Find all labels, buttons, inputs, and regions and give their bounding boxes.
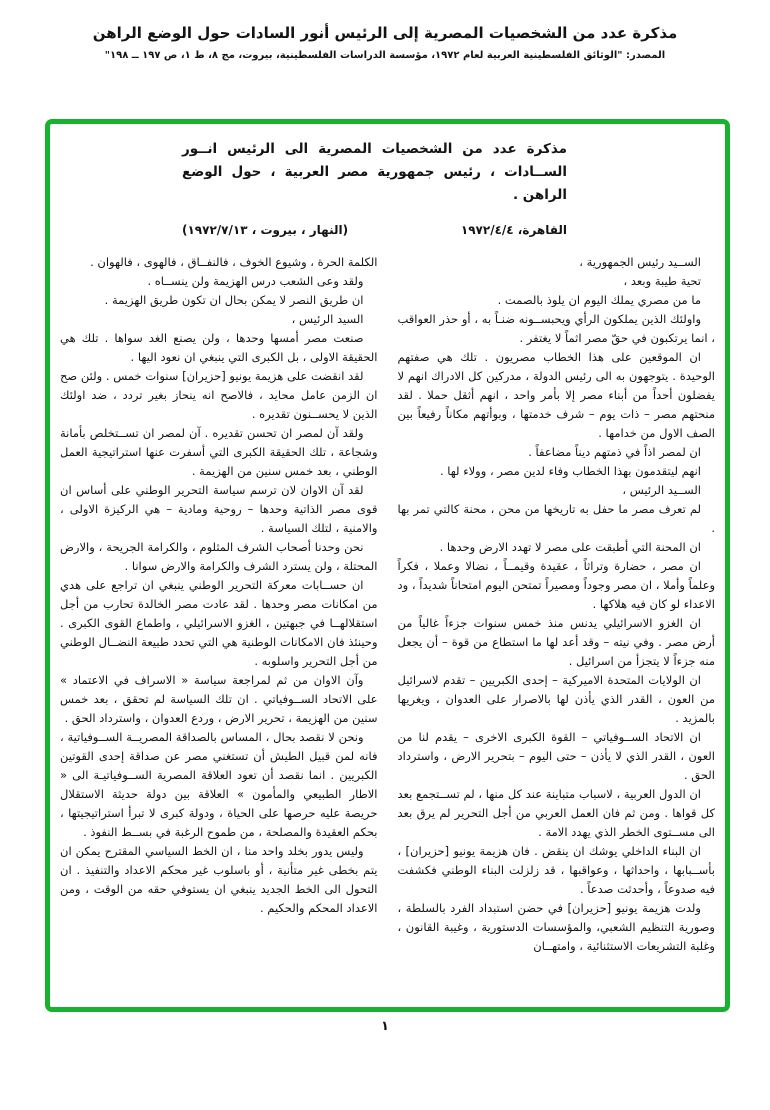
- paragraph: ان مصر ، حضارة وتراثاً ، عقيدة وقيمــاً ، نضالا وعملا ، فكراً وعلماً وأملا ، ان مصر وجوداً ومصيراً تمتحن اليوم امتحاناً شديداً ، ود الاعداء لو كان فيه هلاكها .: [397, 559, 715, 611]
- document-box: [45, 119, 730, 1012]
- paragraph: الكلمة الحرة ، وشيوع الخوف ، فالنفــاق ، فالهوى ، فالهوان .: [90, 255, 378, 269]
- paragraph: صنعت مصر أمسها وحدها ، ولن يصنع الغد سواها . تلك هي الحقيقة الاولى ، بل الكبرى التي ينبغي ان نعود اليها .: [60, 331, 378, 364]
- paragraph: ان الولايات المتحدة الاميركية – إحدى الكبريين – تقدم لاسرائيل من العون ، القدر الذي يأذن لها بالاصرار على العدوان ، ويغريها بالمزيد .: [397, 673, 715, 725]
- paragraph: ان حســابات معركة التحرير الوطني ينبغي ان تراجع على هدي من امكانات مصر وحدها . لقد عادت مصر الخالدة تحارب من أجل استقلالهــا في جبهتين ، الغزو الاسرائيلي ، واطماع القوى الكبرى . وحينئذ فان الامكانات الوطنية هي التي تحدد طبيعة النضــال الوطني من أجل التحرير واسلوبه .: [60, 578, 378, 668]
- paragraph: ان الاتحاد الســوفياتي – القوة الكبرى الاخرى – يقدم لنا من العون ، القدر الذي لا يأذن – حتى اليوم – بتحرير الارض ، واسترداد الحق .: [397, 730, 715, 782]
- paragraph: ان طريق النصر لا يمكن بحال ان تكون طريق الهزيمة .: [104, 293, 364, 307]
- paragraph: لقد انقضت على هزيمة يونيو [حزيران] سنوات خمس . ولئن صح ان الزمن عامل محايد ، فالاصح انه ينحاز بغير تردد ، ضد اولئك الذين لا يحســنون تقديره .: [60, 369, 378, 421]
- paragraph: ان الغزو الاسرائيلي يدنس منذ خمس سنوات جزءاً غالياً من أرض مصر . وفي نيته – وقد أعد لها ما استطاع من قوة – أن يجعل منه جزءاً لا يتجزأ من اسرائيل .: [397, 616, 715, 668]
- paragraph: ان الموقعين على هذا الخطاب مصريون . تلك هي صفتهم الوحيدة . يتوجهون به الى رئيس الدولة ، مدركين كل الادراك انهم لا يفضلون أحداً من أبناء مصر إلا بأمر واحد ، انهم أثقل حملا . لقد منحتهم مصر – ذات يوم – شرف خدمتها ، وبوأتهم مكاناً رفيعاً بين الصف الاول من خدامها .: [397, 350, 715, 440]
- page-title: مذكرة عدد من الشخصيات المصرية إلى الرئيس أنور السادات حول الوضع الراهن: [92, 24, 678, 42]
- paragraph: ان لمصر اذاً في ذمتهم ديناً مضاعفاً .: [528, 445, 701, 459]
- paragraph: واولئك الذين يملكون الرأي ويحبســونه ضنـاً به ، أو حذر العواقب ، انما يرتكبون في حقّ مصر اثماً لا يغتفر .: [397, 312, 715, 345]
- paragraph: ولقد آن لمصر ان تحسن تقديره . آن لمصر ان تســتخلص بأمانة وشجاعة ، تلك الحقيقة الكبرى التي أسفرت عنها استراتيجية العمل الوطني ، بعد خمس سنين من الهزيمة .: [60, 426, 378, 478]
- memo-heading: مذكرة عدد من الشخصيات المصرية الى الرئيس انــور الســادات ، رئيس جمهورية مصر العربية ، حول الوضع الراهن .: [182, 141, 567, 203]
- page-header: [0, 24, 770, 62]
- paragraph: ان البناء الداخلي يوشك ان ينقض . فان هزيمة يونيو [حزيران] ، بأســبابها ، واحداثها ، وعواقبها ، قد زلزلت البناء الوطني فكشفت فيه صدوعاً ، وأحدثت صدعاً .: [397, 844, 715, 896]
- body-columns: [50, 253, 725, 999]
- paragraph: وليس يدور بخلد واحد منا ، ان الخط السياسي المقترح يمكن ان يتم بخطى غير متأنية ، أو باسلوب غير محكم الاعداد والتنفيذ . ان التحول الى الخط الجديد ينبغي ان يستوفي حقه من الوقت ، ومن الاعداد المحكم والحكيم .: [60, 844, 378, 915]
- dateline: [182, 223, 567, 237]
- publication-ref: (النهار ، بيروت ، ١٩٧٢/٧/١٣): [182, 223, 349, 237]
- paragraph: السيد الرئيس ،: [291, 312, 364, 326]
- memo-heading-block: [182, 138, 567, 207]
- paragraph: الســيد الرئيس ،: [622, 483, 701, 497]
- paragraph: ولقد وعى الشعب درس الهزيمة ولن ينســاه .: [147, 274, 364, 288]
- paragraph: ونحن لا نقصد بحال ، المساس بالصداقة المصريــة الســوفياتية ، فانه لمن قبيل الطيش أن تستغني مصر عن صداقة إحدى القوتين الكبريين . انما نقصد أن تعود العلاقة المصرية الســوفياتيـة الى « الاطار الطبيعي والمأمون » العلاقة بين دولة حديثة الاستقلال حريصة عليه حرصها على الحياة ، ودولة كبرى لا تبرأ استراتيجيتها ، بحكم العقيدة والمصلحة ، من طموح الرغبة في بســط النفوذ .: [60, 730, 378, 839]
- column-left: [60, 253, 378, 999]
- paragraph: انهم ليتقدمون بهذا الخطاب وفاء لدين مصر ، وولاء لها .: [439, 464, 701, 478]
- page-number: ١: [381, 1019, 389, 1034]
- column-right: [398, 253, 716, 999]
- paragraph: تحية طيبة وبعد ،: [623, 274, 701, 288]
- paragraph: ان الدول العربية ، لاسباب متباينة عند كل منها ، لم تســتجمع بعد كل قواها . ومن ثم فان العمل العربي من أجل التحرير لم يرق بعد الى مســتوى الخطر الذي يهدد الامة .: [397, 787, 715, 839]
- paragraph: لم تعرف مصر ما حفل به تاريخها من محن ، محنة كالتي تمر بها .: [397, 502, 715, 535]
- paragraph: لقد آن الاوان لان ترسم سياسة التحرير الوطني على أساس ان قوى مصر الذاتية وحدها – روحية ومادية – هي الركيزة الاولى ، والامنية ، لتلك السياسة .: [60, 483, 378, 535]
- paragraph: ولدت هزيمة يونيو [حزيران] في حضن استبداد الفرد بالسلطة ، وصورية التنظيم الشعبي، والمؤسسات الدستورية ، وغيبة القانون ، وغلبة التشريعات الاستثنائية ، وامتهــان: [397, 901, 715, 953]
- paragraph: ان المحنة التي أطبقت على مصر لا تهدد الارض وحدها .: [439, 540, 701, 554]
- paragraph: وآن الاوان من ثم لمراجعة سياسة « الاسراف في الاعتماد » على الاتحاد الســوفياتي . ان تلك السياسة لم تحقق ، بعد خمس سنين من الهزيمة ، تحرير الارض ، وردع العدوان ، واسترداد الحق .: [60, 673, 378, 725]
- source-line: المصدر: "الوثائق الفلسطينية العربية لعام ١٩٧٢، مؤسسة الدراسات الفلسطينية، بيروت، مج ٨، ط ١، ص ١٩٧ ــ ١٩٨": [104, 50, 666, 61]
- place-date: القاهرة، ١٩٧٢/٤/٤: [460, 223, 567, 237]
- paragraph: نحن وحدنا أصحاب الشرف المثلوم ، والكرامة الجريحة ، والارض المحتلة ، ولن يسترد الشرف والكرامة والارض سوانا .: [60, 540, 378, 573]
- paragraph: ما من مصري يملك اليوم ان يلوذ بالصمت .: [497, 293, 701, 307]
- paragraph: الســيد رئيس الجمهورية ،: [579, 255, 701, 269]
